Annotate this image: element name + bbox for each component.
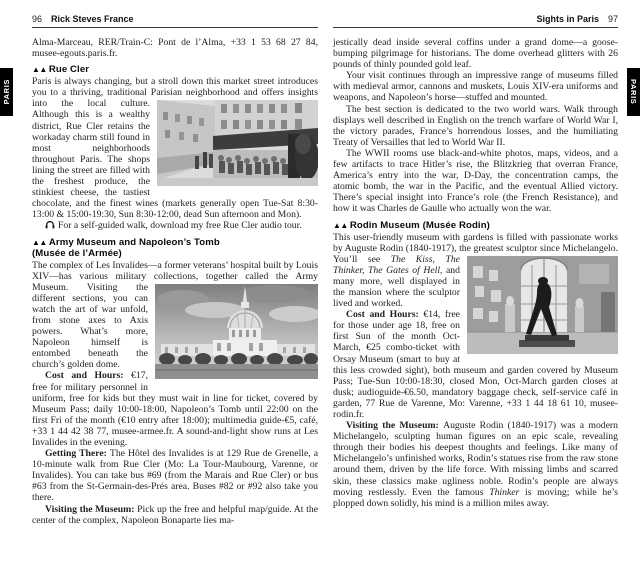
paragraph-text: Your visit continues through an impressive range of museums filled with medieval armor, cannons and muskets, Louis XIV-era uniforms and weapons, and Napoleon’s horse—stuffed and mounted. (333, 70, 618, 104)
rating-triangle-icon: ▲▲ (32, 237, 47, 247)
paragraph-army-visiting (32, 504, 318, 526)
heading-text: Army Museum and Napoleon’s Tomb (48, 236, 220, 248)
paragraph-text: Michelangelo. You’ll see (333, 242, 618, 265)
headphones-icon (45, 220, 55, 229)
paragraph-audio-tour (32, 220, 318, 231)
page-number: 97 (607, 14, 618, 24)
les-invalides-photo (155, 284, 318, 379)
paragraph-army-getting-there (32, 448, 318, 503)
cost-hours-label: Cost and Hours: (45, 370, 132, 382)
right-column (333, 37, 618, 509)
left-column (32, 37, 318, 526)
paragraph-rodin-visiting (333, 420, 618, 509)
paragraph-text: Army Museum. Visiting the different sections, you can watch the art of war unfold, from stone axes to Axis powers. What’s more, Napoleon himself is entombed beneath the church’s golden dome. (32, 270, 318, 371)
paragraph-text: Auguste Rodin (1840-1917) was a modern Michelangelo, sculpting human figures on an epic scale, revealing through their bodies his deepest thoughts and feelings. Like many of Michelangelo’s unfinished works, Rodin’s statues rise from the raw stone around them, driven by the life force. With missing limbs and scarred skin, these classics make ugliness noble. Rodin’s people are always moving restlessly. Even the famous (333, 420, 618, 498)
paragraph-tomb-continuation (333, 37, 618, 70)
page-number: 96 (32, 14, 43, 24)
paragraph-museums-range (333, 70, 618, 103)
paragraph-text: The best section is dedicated to the two world wars. Walk through displays well described in English on the trench warfare of World War I, the victory parades, France’s horrendous losses, and the humiliating Treaty of Versailles that led to World War II. (333, 103, 618, 148)
heading-line (32, 237, 318, 248)
section-heading-rue-cler (32, 64, 318, 75)
page-header-right (333, 14, 618, 24)
page-header-left (32, 14, 318, 24)
paragraph-text: jestically dead inside several coffins under a grand dome—a goose-bumping pilgrimage for historians. The dome overhead glitters with 26 pounds of thinly pounded gold leaf. (333, 37, 618, 71)
paragraph-text: and many more, well displayed in the mansion where the sculptor lived and worked. (333, 264, 460, 310)
paris-tab-left (0, 68, 13, 116)
artwork-title: Thinker (489, 486, 520, 498)
paragraph-world-wars (333, 104, 618, 148)
paragraph-text: The Hôtel des Invalides is at 129 Rue de Grenelle, a 10-minute walk from Rue Cler (Mo: La Tour-Maubourg, Varenne, or Invalides). You can take bus #69 (from the Marais and Rue Cler) or bus #63 from the St-Germain-des-Prés area. Buses #82 or #92 also take you there. (32, 448, 319, 504)
paragraph-army-cost-hours (32, 370, 318, 448)
paris-tab-right (627, 68, 640, 116)
paragraph-text: €14, free for those under age 18, free on first Sun of the month Oct-March, €25 combo-ticket with Orsay Museum (smart to buy at this less crowded sight), both museum and garden covered by Museum Pass; Tue-Sun 10:00-18:30, closed Mon, Oct-March garden closes at dusk; audioguide-€6.50, mandatory baggage check, self-service café in garden, 77 Rue de Varenne, Mo: Varenne, +33 1 44 18 61 10, musee-rodin.fr. (333, 309, 618, 420)
paragraph-text: This user-friendly museum with gardens is filled with passionate works by Auguste Rodin (1840-1917), the greatest sculptor since (333, 231, 618, 254)
paragraph-sewer-continuation (32, 37, 318, 59)
section-heading-rodin-museum (333, 220, 618, 231)
visiting-label: Visiting the Museum: (346, 420, 444, 432)
getting-there-label: Getting There: (45, 448, 110, 460)
visiting-label: Visiting the Museum: (45, 503, 138, 515)
header-rule (32, 27, 318, 28)
artwork-titles: The Kiss, The Thinker, The Gates of Hell, (333, 253, 460, 276)
rue-cler-street-photo (157, 100, 318, 186)
paragraph-text: Pick up the free and helpful map/guide. At the center of the complex, Napoleon Bonaparte lies ma- (32, 503, 318, 526)
heading-text: Rodin Museum (Musée Rodin) (349, 219, 490, 231)
paragraph-text: offers insights into the local culture. Although this is a wealthy district, Rue Cler retains the workaday charm still found in most neighborhoods throughout Paris. The shops lining the street are filled with the freshest produce, the stinkiest cheese, the tastiest chocolate, and the finest wines (markets generally open Tue-Sat 8:30-13:00 & 15:00-19:30, Sun 8:30-12:00, dead Sun afternoon and Mon). (32, 87, 318, 221)
section-heading-army-museum (32, 237, 318, 259)
tab-label: PARIS (629, 79, 638, 105)
page-97 (320, 0, 640, 568)
paragraph-army-museum (32, 260, 318, 371)
paragraph-rue-cler (32, 76, 318, 220)
cost-hours-label: Cost and Hours: (346, 309, 424, 321)
paragraph-wwii-rooms (333, 148, 618, 215)
paragraph-text: is moving; while he’s plopped down solidly, his mind is a million miles away. (333, 486, 618, 509)
header-title: Sights in Paris (536, 14, 599, 24)
paragraph-text: €17, free for military personnel in uniform, free for kids but they must wait in line for ticket, covered by Museum Pass; daily 10:00-18:00, Napoleon’s Tomb until 22:00 on the first Fri of the month (€10 entry after 18:00); multimedia guide-€5, café, +33 1 44 42 38 77, musee-armee.fr. A sound-and-light show runs at Les Invalides in the evening. (32, 370, 318, 448)
heading-text: Rue Cler (48, 64, 90, 76)
rating-triangle-icon: ▲▲ (32, 65, 47, 75)
header-rule (333, 27, 618, 28)
paragraph-rodin-museum (333, 232, 618, 310)
paragraph-text: For a self-guided walk, download my free Rue Cler audio tour. (58, 220, 302, 232)
tab-label: PARIS (2, 79, 11, 105)
paragraph-text: Alma-Marceau, RER/Train-C: Pont de l’Alma, +33 1 53 68 27 84, musee-egouts.paris.fr. (32, 37, 318, 60)
header-title: Rick Steves France (51, 14, 134, 24)
paragraph-text: Paris is always changing, but a stroll down this market street introduces you to a thriving, traditional Parisian neighborhood and (32, 76, 318, 99)
heading-subtitle: (Musée de l’Armée) (32, 247, 122, 259)
paragraph-text: The WWII rooms use black-and-white photos, maps, videos, and a few artifacts to trace Hitler’s rise, the Blitzkrieg that overran France, America’s entry into the war, D-Day, the concentration camps, the atomic bomb, the war in the Pacific, and the eventual Allied victory. There’s special insight into France’s role (the French Resistance), and how it was Charles de Gaulle who actually won the war. (333, 147, 618, 215)
rating-triangle-icon: ▲▲ (333, 220, 348, 230)
rodin-sculpture-photo (467, 256, 618, 354)
paragraph-text: The complex of Les Invalides—a former veterans’ hospital built by Louis XIV—has various military collections, together called the (32, 259, 318, 282)
